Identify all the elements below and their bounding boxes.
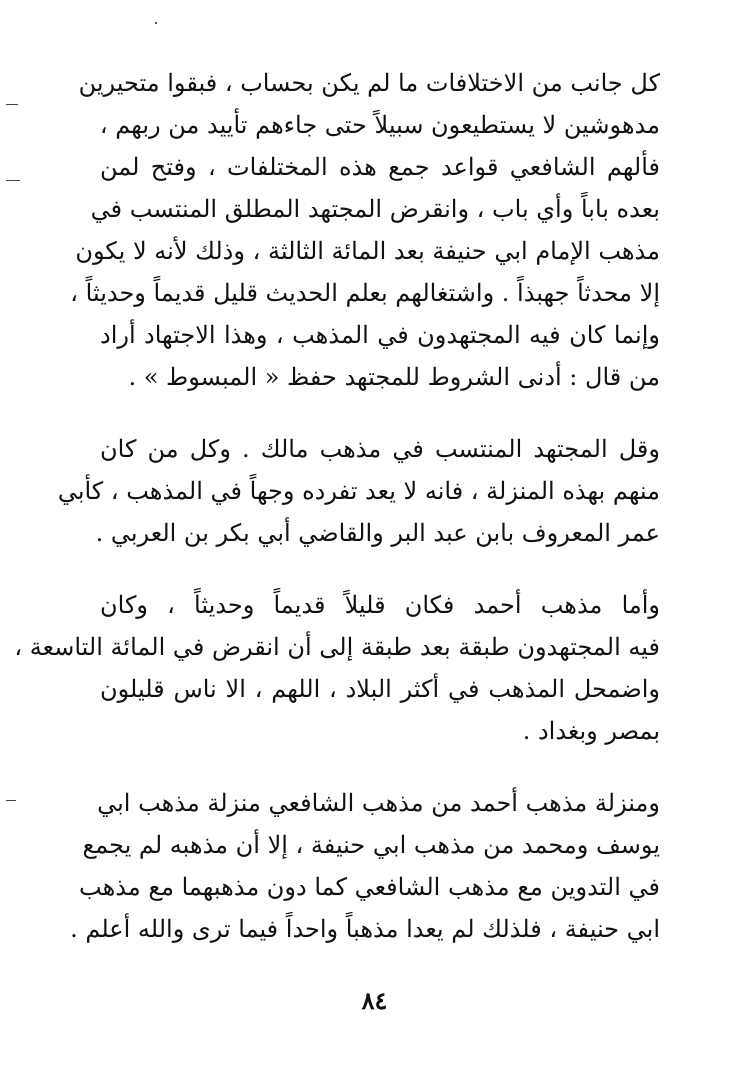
paragraph-spacer xyxy=(100,398,660,428)
paragraph-spacer xyxy=(100,554,660,584)
text-line: واضمحل المذهب في أكثر البلاد ، اللهم ، الا ناس قليلون xyxy=(100,675,660,703)
text-line: وإنما كان فيه المجتهدون في المذهب ، وهذا الاجتهاد أراد xyxy=(100,321,660,349)
paragraph-4 xyxy=(70,782,660,950)
text-line: من قال : أدنى الشروط للمجتهد حفظ « المبسوط » . xyxy=(128,363,660,391)
paragraph-spacer xyxy=(100,752,660,782)
paragraph-1 xyxy=(70,62,660,398)
text-line: في التدوين مع مذهب الشافعي كما دون مذهبهما مع مذهب xyxy=(79,873,660,901)
paragraph-2 xyxy=(57,428,660,554)
scan-dot xyxy=(155,22,157,24)
body-text xyxy=(14,62,660,950)
text-line: وأما مذهب أحمد فكان قليلاً قديماً وحديثاً ، وكان xyxy=(100,591,660,619)
text-line: ابي حنيفة ، فلذلك لم يعدا مذهباً واحداً فيما ترى والله أعلم . xyxy=(70,915,660,943)
text-line: مدهوشين لا يستطيعون سبيلاً حتى جاءهم تأييد من ربهم ، xyxy=(99,111,660,139)
scan-mark xyxy=(6,180,20,181)
page-number: ٨٤ xyxy=(361,986,388,1015)
text-line: ومنزلة مذهب أحمد من مذهب الشافعي منزلة مذهب ابي xyxy=(97,789,660,817)
text-line: بعده باباً وأي باب ، وانقرض المجتهد المطلق المنتسب في xyxy=(90,195,660,223)
text-line: فألهم الشافعي قواعد جمع هذه المختلفات ، وفتح لمن xyxy=(100,153,660,181)
text-line: بمصر وبغداد . xyxy=(522,717,660,745)
text-line: إلا محدثاً جهبذاً . واشتغالهم بعلم الحديث قليل قديماً وحديثاً ، xyxy=(70,279,660,307)
text-line: فيه المجتهدون طبقة بعد طبقة إلى أن انقرض في المائة التاسعة ، xyxy=(14,633,660,661)
text-line: عمر المعروف بابن عبد البر والقاضي أبي بكر بن العربي . xyxy=(95,519,660,547)
text-line: كل جانب من الاختلافات ما لم يكن بحساب ، فبقوا متحيرين xyxy=(78,69,660,97)
paragraph-3 xyxy=(14,584,660,752)
text-line: مذهب الإمام ابي حنيفة بعد المائة الثالثة ، وذلك لأنه لا يكون xyxy=(75,237,660,265)
scan-mark xyxy=(6,104,18,105)
scan-mark xyxy=(6,800,16,801)
text-line: وقل المجتهد المنتسب في مذهب مالك . وكل من كان xyxy=(100,435,660,463)
text-line: منهم بهذه المنزلة ، فانه لا يعد تفرده وجهاً في المذهب ، كأبي xyxy=(57,477,660,505)
text-line: يوسف ومحمد من مذهب ابي حنيفة ، إلا أن مذهبه لم يجمع xyxy=(82,831,660,859)
